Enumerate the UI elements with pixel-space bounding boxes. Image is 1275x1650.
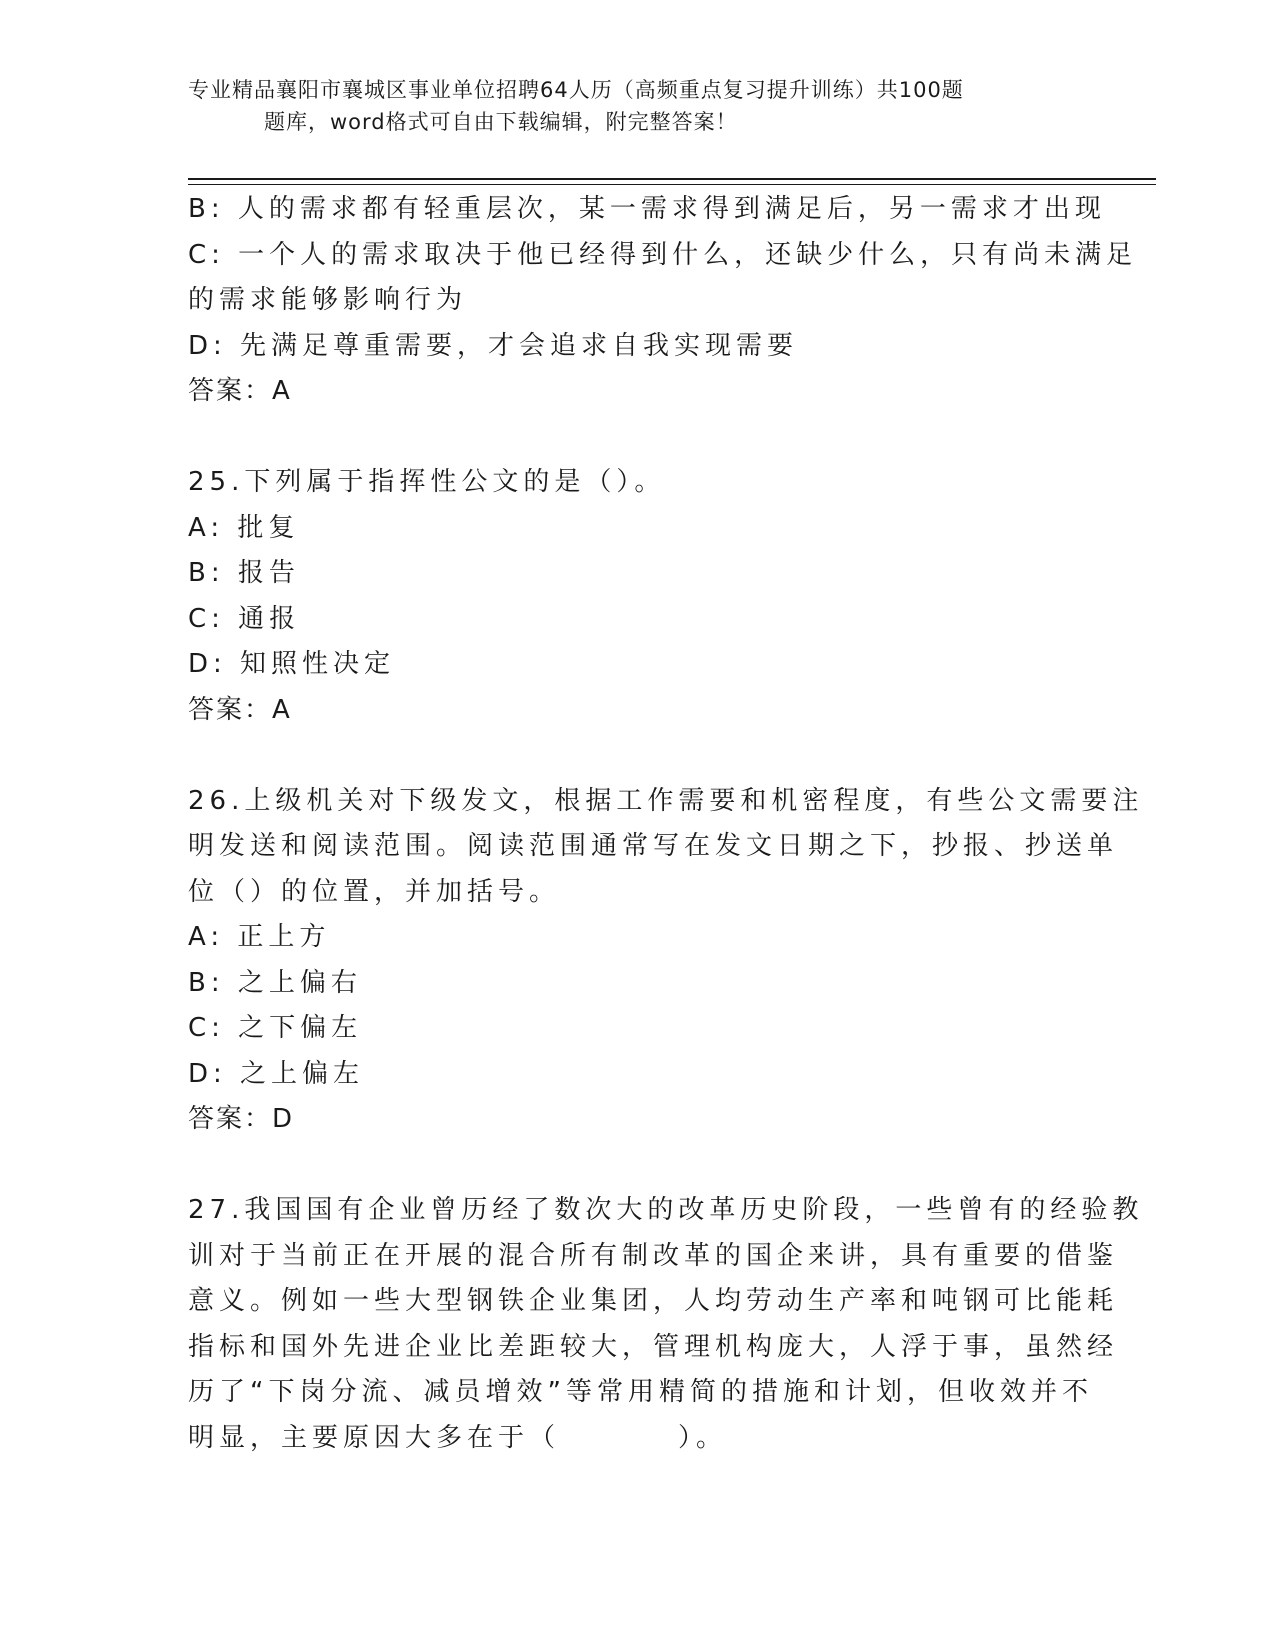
question-text-line-3: 意义。例如一些大型钢铁企业集团，人均劳动生产率和吨钢可比能耗: [188, 1286, 1119, 1316]
question-24-continued: [188, 187, 1138, 415]
question-text-line-6: [188, 1416, 1088, 1462]
option-a: A: 正上方: [188, 922, 331, 952]
spacer: [188, 1143, 1088, 1189]
option-d: D: 之上偏左: [188, 1058, 365, 1089]
answer: 答案：A: [188, 694, 292, 725]
option-a: A: 批复: [188, 512, 300, 543]
question-text-line-6-start: 明显，主要原因大多在于（: [188, 1422, 561, 1453]
question-text: 25.下列属于指挥性公文的是（）。: [188, 467, 666, 497]
header-divider-thick: [188, 178, 1156, 180]
question-27: [188, 1188, 1144, 1461]
header-title-line-2: 题库，word格式可自由下载编辑，附完整答案！: [264, 110, 738, 134]
spacer: [188, 733, 1088, 779]
option-c: C: 之下偏左: [188, 1013, 363, 1043]
option-c-line-2: 的需求能够影响行为: [188, 285, 468, 315]
question-26: [188, 779, 1144, 1143]
question-text-line-6-end: ）。: [678, 1422, 728, 1453]
answer: 答案：D: [188, 1104, 295, 1134]
question-25: [188, 460, 1088, 733]
option-d: D: 先满足尊重需要，才会追求自我实现需要: [188, 330, 799, 361]
header-divider-thin: [188, 184, 1156, 185]
document-header: [188, 74, 1088, 138]
option-c-line-1: C: 一个人的需求取决于他已经得到什么，还缺少什么，只有尚未满足: [188, 239, 1138, 270]
option-b: B: 报告: [188, 558, 300, 588]
option-c: C: 通报: [188, 603, 301, 634]
question-text-line-1: 27.我国国有企业曾历经了数次大的改革历史阶段，一些曾有的经验教: [188, 1195, 1144, 1225]
question-text-line-4: 指标和国外先进企业比差距较大，管理机构庞大，人浮于事，虽然经: [188, 1331, 1119, 1362]
spacer: [188, 415, 1088, 461]
option-b: B: 之上偏右: [188, 967, 362, 998]
document-body: [188, 187, 1144, 1461]
question-text-line-2: 明发送和阅读范围。阅读范围通常写在发文日期之下，抄报、抄送单: [188, 831, 1119, 861]
answer: 答案：A: [188, 376, 292, 406]
option-d: D: 知照性决定: [188, 649, 396, 679]
question-text-line-5: 历了“下岗分流、减员增效”等常用精简的措施和计划，但收效并不: [188, 1377, 1093, 1407]
option-b: B: 人的需求都有轻重层次，某一需求得到满足后，另一需求才出现: [188, 194, 1106, 224]
header-title-line-1: 专业精品襄阳市襄城区事业单位招聘64人历（高频重点复习提升训练）共100题: [188, 78, 964, 102]
question-text-line-2: 训对于当前正在开展的混合所有制改革的国企来讲，具有重要的借鉴: [188, 1240, 1119, 1271]
question-text-line-3: 位（）的位置，并加括号。: [188, 876, 561, 907]
question-text-line-1: 26.上级机关对下级发文，根据工作需要和机密程度，有些公文需要注: [188, 785, 1144, 816]
